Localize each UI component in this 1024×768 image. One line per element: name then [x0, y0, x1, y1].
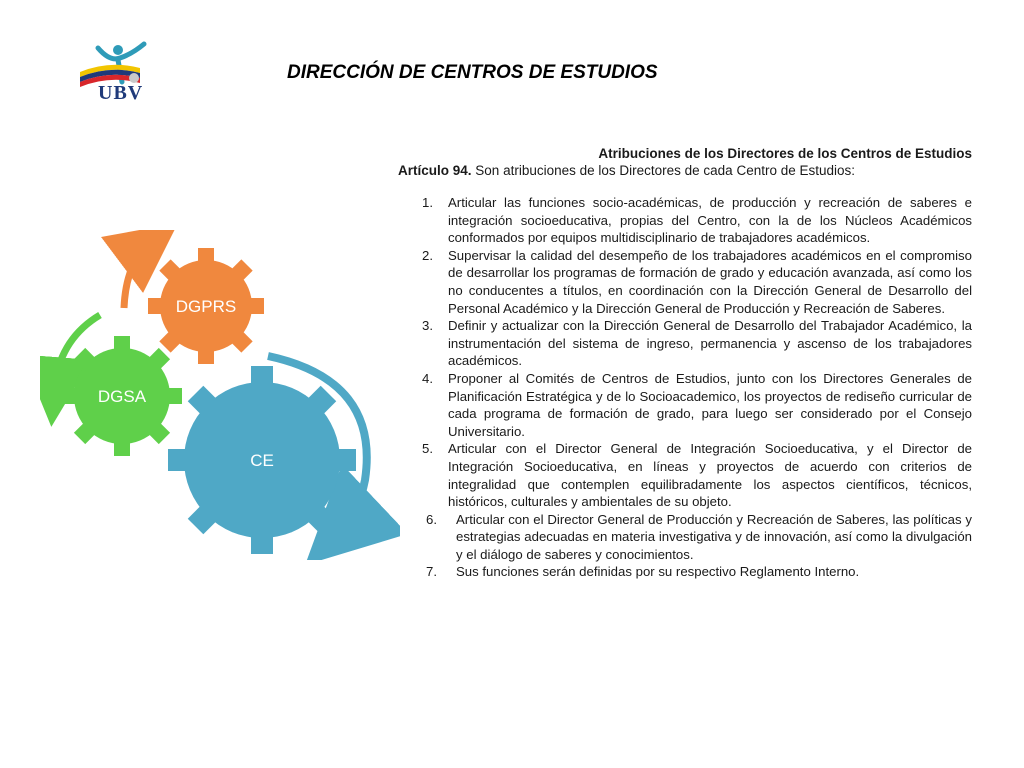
list-item [398, 440, 978, 510]
list-item-text: Articular con el Director General de Integración Socioeducativa, y el Director de Integración Socioeducativa, en líneas y proyectos de acuerdo con criterios de integralidad que contemplen equilibradamente los aspectos científicos, técnicos, históricos, culturales y ambientales de su objeto. [448, 441, 972, 510]
gear-dgsa [62, 336, 182, 456]
gears-diagram [40, 230, 400, 560]
list-item-text: Articular con el Director General de Producción y Recreación de Saberes, las políticas y estrategias adecuadas en materia investigativa y de innovación, así como la divulgación y el diálogo de saberes y conocimientos. [456, 511, 972, 562]
orange-cycle-arrow [124, 244, 150, 308]
list-item-number: 1. [422, 195, 433, 210]
gear-dgprs-label: DGPRS [175, 297, 237, 316]
list-item-number: 4. [422, 370, 433, 386]
gear-ce-label: CE [250, 451, 274, 470]
list-item-number: 7. [426, 564, 437, 580]
list-item [398, 247, 978, 317]
list-item [398, 563, 978, 581]
list-item-number: 2. [422, 247, 433, 263]
page-title: DIRECCIÓN DE CENTROS DE ESTUDIOS [287, 62, 658, 83]
list-item-text: Articular las funciones socio-académicas, de producción y recreación de saberes e integración socioeducativa, propias del Centro, con la de los Núcleos Académicos conformados por equipos multidisciplinario de trabajadores académicos. [448, 195, 972, 246]
article-intro-text: Son atribuciones de los Directores de cada Centro de Estudios: [475, 163, 856, 178]
list-item-text: Sus funciones serán definidas por su respectivo Reglamento Interno. [456, 564, 860, 580]
list-item [398, 370, 978, 440]
list-item-number: 5. [422, 441, 433, 457]
list-item-text: Supervisar la calidad del desempeño de los trabajadores académicos en el compromiso de desarrollar los programas de formación de grado y educación avanzada, así como los no conducentes a títulos, en coordinación con la Dirección General de Desarrollo del Personal Académico y la Dirección General de Producción y Recreación de Saberes. [448, 247, 972, 316]
list-item-text: Definir y actualizar con la Dirección General de Desarrollo del Trabajador Académico, la instrumentación del sistema de ingreso, permanencia y ascenso de los trabajadores académicos. [448, 318, 972, 369]
list-item [398, 511, 978, 564]
gear-ce [168, 366, 356, 554]
list-item-text: Proponer al Comités de Centros de Estudios, junto con los Directores Generales de Planificación Estratégica y de lo Socioacademico, los proyectos de rediseño curricular de cada programa de formación de grado, para luego ser considerado por el Consejo Universitario. [448, 370, 972, 439]
document-heading: Atribuciones de los Directores de los Centros de Estudios [598, 146, 972, 161]
list-item-number: 6. [426, 511, 437, 527]
gear-dgsa-label: DGSA [97, 387, 147, 406]
scanned-document [398, 140, 978, 660]
list-item [398, 194, 978, 247]
attributions-list [398, 194, 978, 581]
article-intro [398, 163, 978, 178]
logo-text: UBV [98, 82, 144, 104]
list-item-number: 3. [422, 318, 433, 334]
list-item [398, 317, 978, 370]
article-label: Artículo 94. [398, 163, 472, 178]
gear-dgprs [148, 248, 264, 364]
